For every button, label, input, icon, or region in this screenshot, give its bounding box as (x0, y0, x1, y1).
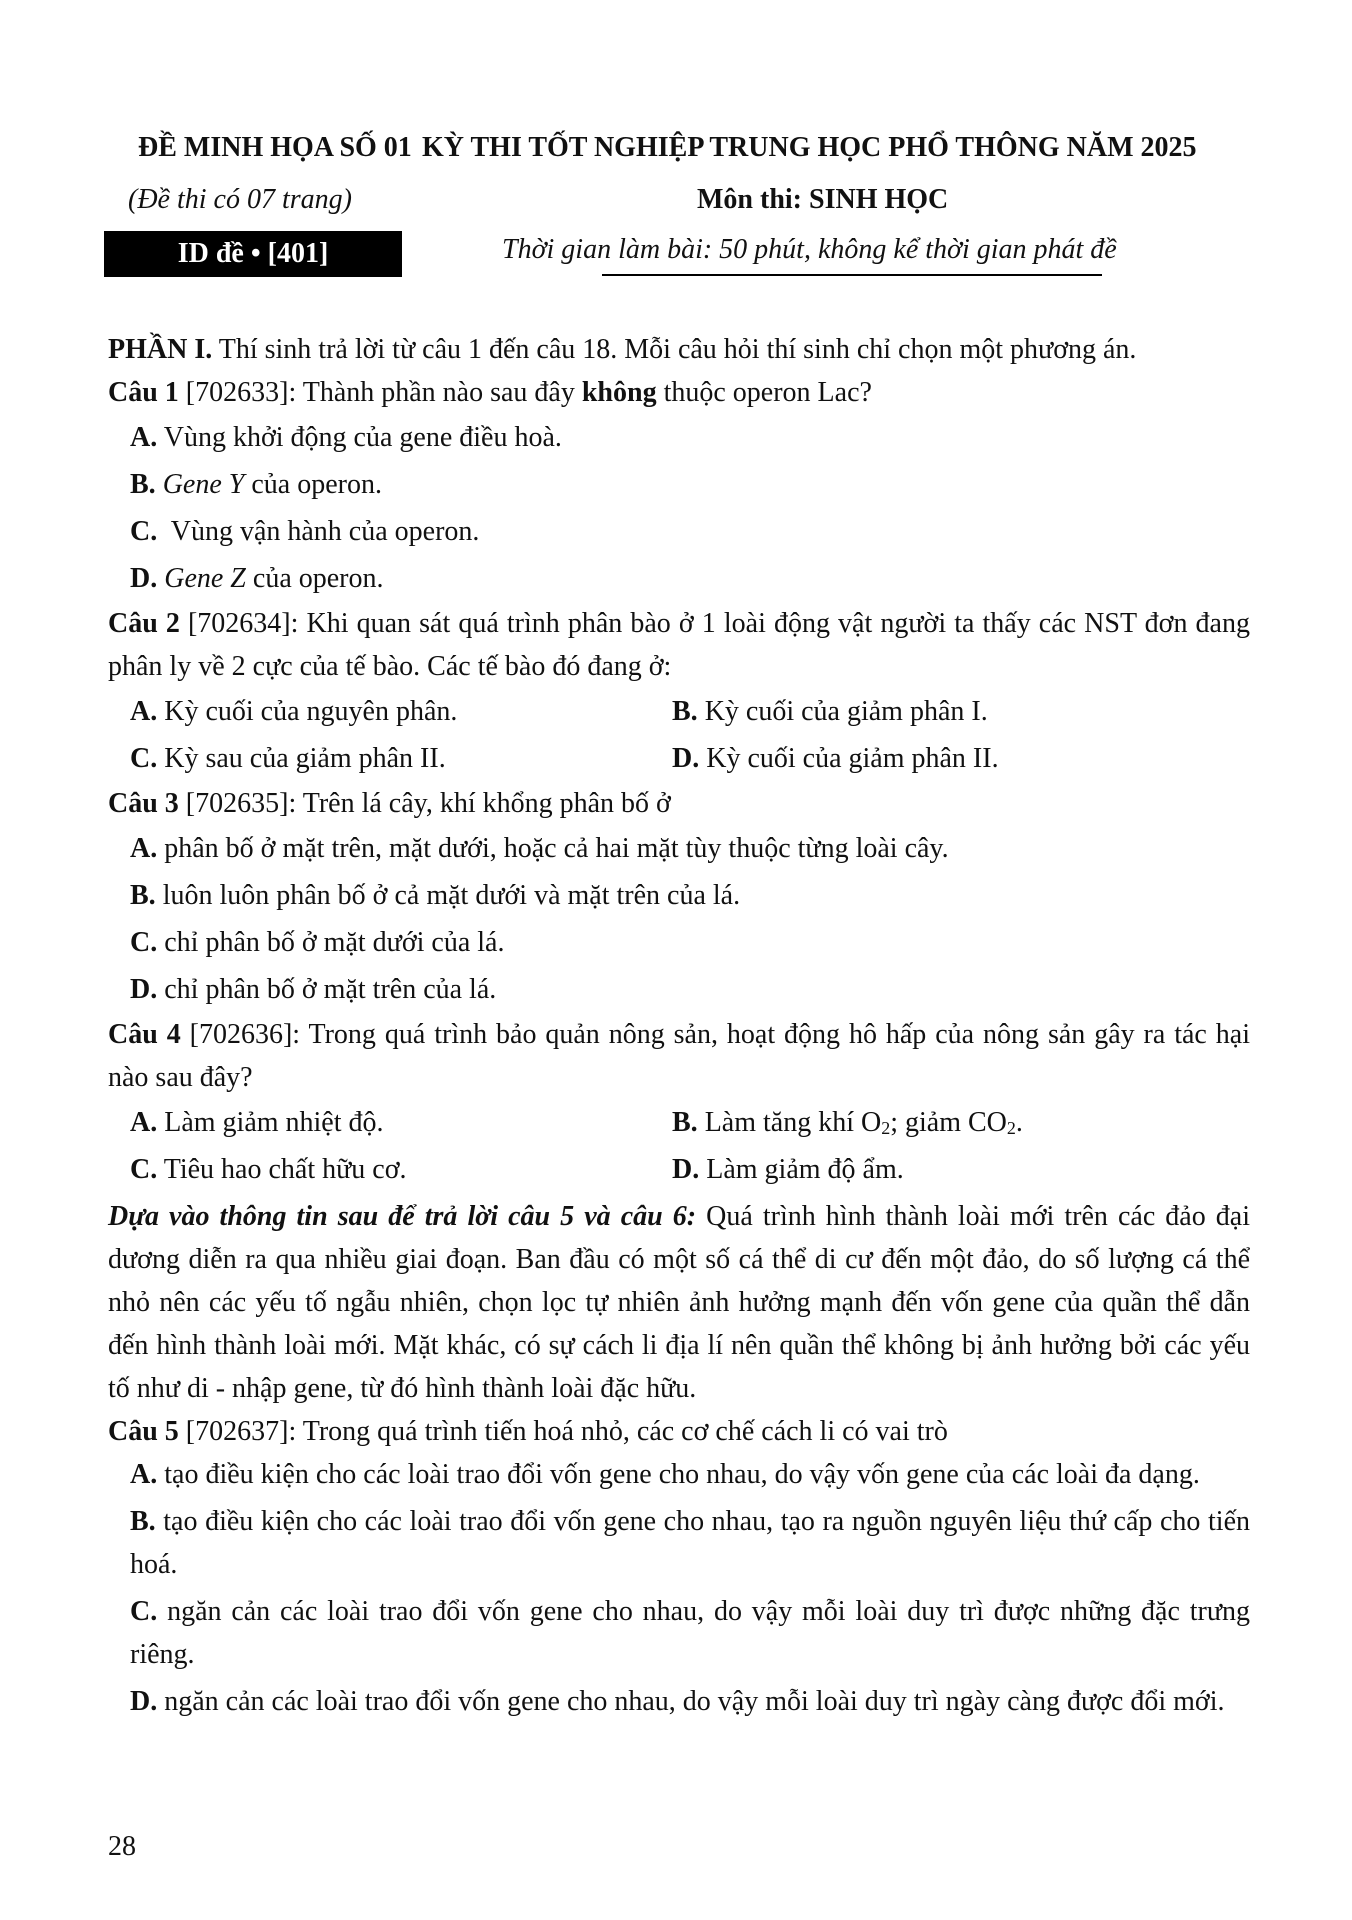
exam-content (108, 328, 1250, 1727)
q1-option-c (108, 508, 1250, 555)
option-label: B. (130, 1506, 156, 1537)
exam-title: KỲ THI TỐT NGHIỆP TRUNG HỌC PHỔ THÔNG NĂM 2025 (422, 132, 1197, 163)
question-text: [702633]: Thành phần nào sau đây (178, 377, 582, 408)
q2-option-d (672, 735, 999, 782)
question-text: [702636]: Trong quá trình bảo quản nông sản, hoạt động hô hấp của nông sản gây ra tác hại nào sau đây? (108, 1019, 1250, 1093)
q2-option-c (130, 735, 672, 782)
option-text: ; giảm CO (890, 1107, 1007, 1138)
option-text: Kỳ cuối của giảm phân I. (697, 696, 988, 727)
q3-option-a (108, 825, 1250, 872)
part-label: PHẦN I. (108, 334, 213, 365)
q2-options-row-1 (108, 688, 1250, 735)
question-2 (108, 602, 1250, 688)
option-label: D. (672, 743, 700, 774)
option-text: ngăn cản các loài trao đổi vốn gene cho nhau, do vậy mỗi loài duy trì được những đặc trưng riêng. (130, 1596, 1250, 1670)
option-label: C. (130, 743, 158, 774)
q3-option-c (108, 919, 1250, 966)
q3-option-b (108, 872, 1250, 919)
q4-option-b (672, 1099, 1023, 1146)
part-instruction (108, 328, 1250, 371)
q4-option-c (130, 1146, 672, 1193)
option-italic-text: Gene Y (162, 469, 245, 500)
option-label: A. (130, 833, 158, 864)
option-text: luôn luôn phân bố ở cả mặt dưới và mặt trên của lá. (155, 880, 741, 911)
q1-option-a (108, 414, 1250, 461)
question-label: Câu 5 (108, 1416, 179, 1447)
question-emphasis: không (581, 377, 657, 408)
part-instruction-text: Thí sinh trả lời từ câu 1 đến câu 18. Mỗi câu hỏi thí sinh chỉ chọn một phương án. (212, 334, 1137, 365)
option-text: Tiêu hao chất hữu cơ. (157, 1154, 407, 1185)
q5-option-b (108, 1500, 1250, 1586)
option-label: B. (130, 880, 156, 911)
option-text: ngăn cản các loài trao đổi vốn gene cho nhau, do vậy mỗi loài duy trì ngày càng được đổi mới. (157, 1686, 1225, 1717)
q5-option-c (108, 1590, 1250, 1676)
page-number: 28 (108, 1831, 136, 1862)
option-text: Kỳ cuối của nguyên phân. (157, 696, 458, 727)
subscript: 2 (881, 1118, 891, 1138)
option-label: A. (130, 1107, 158, 1138)
q1-option-d (108, 555, 1250, 602)
option-label: D. (130, 1686, 158, 1717)
option-text: phân bố ở mặt trên, mặt dưới, hoặc cả hai mặt tùy thuộc từng loài cây. (157, 833, 949, 864)
option-text: . (1015, 1107, 1023, 1138)
option-text: của operon. (244, 469, 382, 500)
time-note: Thời gian làm bài: 50 phút, không kể thời gian phát đề (502, 234, 1117, 265)
q4-option-a (130, 1099, 672, 1146)
option-text: tạo điều kiện cho các loài trao đổi vốn gene cho nhau, tạo ra nguồn nguyên liệu thứ cấp cho tiến hoá. (130, 1506, 1250, 1580)
question-text: thuộc operon Lac? (656, 377, 872, 408)
option-label: C. (130, 516, 158, 547)
pages-note: (Đề thi có 07 trang) (128, 184, 352, 215)
option-label: D. (672, 1154, 700, 1185)
exam-code: ĐỀ MINH HỌA SỐ 01 (138, 132, 412, 163)
q5-option-d (108, 1680, 1250, 1723)
question-4 (108, 1013, 1250, 1099)
question-label: Câu 2 (108, 608, 180, 639)
option-text: Kỳ sau của giảm phân II. (157, 743, 446, 774)
option-text: Kỳ cuối của giảm phân II. (699, 743, 999, 774)
question-text: [702634]: Khi quan sát quá trình phân bào ở 1 loài động vật người ta thấy các NST đơn đang phân ly về 2 cực của tế bào. Các tế bào đó đang ở: (108, 608, 1250, 682)
q5-option-a (108, 1453, 1250, 1496)
q4-option-d (672, 1146, 904, 1193)
q2-option-a (130, 688, 672, 735)
subject-title: Môn thi: SINH HỌC (697, 184, 949, 215)
option-label: A. (130, 696, 158, 727)
subscript: 2 (1006, 1118, 1016, 1138)
question-5 (108, 1410, 1250, 1453)
option-label: B. (672, 1107, 698, 1138)
q3-option-d (108, 966, 1250, 1013)
option-label: D. (130, 974, 158, 1005)
question-label: Câu 1 (108, 377, 179, 408)
info-text: Quá trình hình thành loài mới trên các đảo đại dương diễn ra qua nhiều giai đoạn. Ban đầu có một số cá thể di cư đến một đảo, do số lượng cá thể nhỏ nên các yếu tố ngẫu nhiên, chọn lọc tự nhiên ảnh hưởng mạnh đến vốn gene của quần thể dẫn đến hình thành loài mới. Mặt khác, có sự cách li địa lí nên quần thể không bị ảnh hưởng bởi các yếu tố như di - nhập gene, từ đó hình thành loài đặc hữu. (108, 1201, 1250, 1404)
option-text: Vùng vận hành của operon. (157, 516, 480, 547)
q4-options-row-2 (108, 1146, 1250, 1193)
option-text: Làm giảm nhiệt độ. (157, 1107, 384, 1138)
option-label: A. (130, 1459, 158, 1490)
option-label: B. (672, 696, 698, 727)
question-1 (108, 371, 1250, 414)
option-label: A. (130, 422, 158, 453)
question-label: Câu 4 (108, 1019, 181, 1050)
option-text: chỉ phân bố ở mặt dưới của lá. (157, 927, 505, 958)
question-text: [702635]: Trên lá cây, khí khổng phân bố ở (178, 788, 671, 819)
option-italic-text: Gene Z (164, 563, 246, 594)
q2-option-b (672, 688, 988, 735)
q2-options-row-2 (108, 735, 1250, 782)
question-3 (108, 782, 1250, 825)
exam-id-badge: ID đề • [401] (104, 231, 402, 277)
info-lead: Dựa vào thông tin sau để trả lời câu 5 và câu 6: (108, 1201, 697, 1232)
question-label: Câu 3 (108, 788, 179, 819)
option-text: Làm tăng khí O (697, 1107, 882, 1138)
q1-option-b (108, 461, 1250, 508)
header-divider (602, 274, 1102, 276)
option-text: Làm giảm độ ẩm. (699, 1154, 904, 1185)
option-text: chỉ phân bố ở mặt trên của lá. (157, 974, 497, 1005)
option-text: của operon. (245, 563, 384, 594)
option-text: tạo điều kiện cho các loài trao đổi vốn gene cho nhau, do vậy vốn gene của các loài đa dạng. (157, 1459, 1200, 1490)
option-label: C. (130, 1596, 158, 1627)
q4-options-row-1 (108, 1099, 1250, 1146)
option-label: C. (130, 1154, 158, 1185)
info-passage (108, 1195, 1250, 1410)
option-label: C. (130, 927, 158, 958)
question-text: [702637]: Trong quá trình tiến hoá nhỏ, các cơ chế cách li có vai trò (178, 1416, 948, 1447)
option-label: B. (130, 469, 156, 500)
option-label: D. (130, 563, 158, 594)
option-text: Vùng khởi động của gene điều hoà. (157, 422, 562, 453)
